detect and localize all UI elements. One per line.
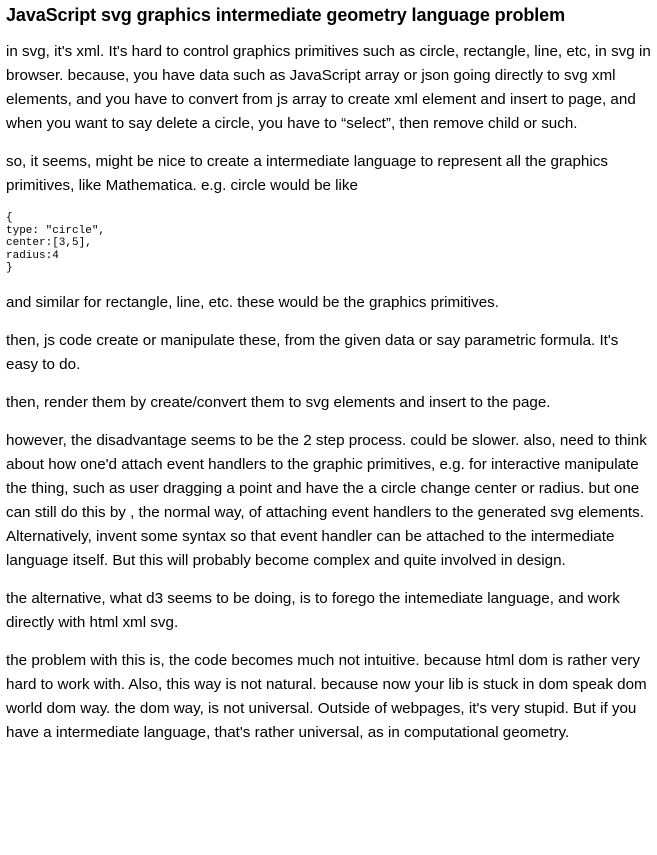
paragraph-svg-xml: in svg, it's xml. It's hard to control graphics primitives such as circle, rectangle, line, etc, in svg in browser. because, you have data such as JavaScript array or json going directly to svg xml elements, and you have to convert from js array to create xml element and insert to page, and when you want to say delete a circle, you have to “select”, then remove child or such. <box>6 43 651 132</box>
paragraph-similar-primitives: and similar for rectangle, line, etc. these would be the graphics primitives. <box>6 293 499 311</box>
paragraph-js-manipulate: then, js code create or manipulate these, from the given data or say parametric formula. It's easy to do. <box>6 331 619 373</box>
paragraph-render: then, render them by create/convert them to svg elements and insert to the page. <box>6 393 551 411</box>
paragraph-disadvantage: however, the disadvantage seems to be the 2 step process. could be slower. also, need to think about how one'd attach event handlers to the graphic primitives, e.g. for interactive manipulate the thing, such as user dragging a point and have the a circle change center or radius. but one can still do this by , the normal way, of attaching event handlers to the generated svg elements. Alternatively, invent some syntax so that event handler can be attached to the intermediate language itself. But this will probably become complex and quite involved in design. <box>6 431 647 569</box>
code-block-circle: { type: "circle", center:[3,5], radius:4 } <box>6 212 106 274</box>
paragraph-dom-problem: the problem with this is, the code becomes much not intuitive. because html dom is rather very hard to work with. Also, this way is not natural. because now your lib is stuck in dom speak dom world dom way. the dom way, is not universal. Outside of webpages, it's very stupid. But if you have a intermediate language, that's rather universal, as in computational geometry. <box>6 651 647 741</box>
paragraph-intermediate-language: so, it seems, might be nice to create a intermediate language to represent all the graphics primitives, like Mathematica. e.g. circle would be like <box>6 153 608 194</box>
paragraph-d3-alternative: the alternative, what d3 seems to be doing, is to forego the intemediate language, and work directly with html xml svg. <box>6 589 620 631</box>
article-title: JavaScript svg graphics intermediate geometry language problem <box>6 5 565 25</box>
